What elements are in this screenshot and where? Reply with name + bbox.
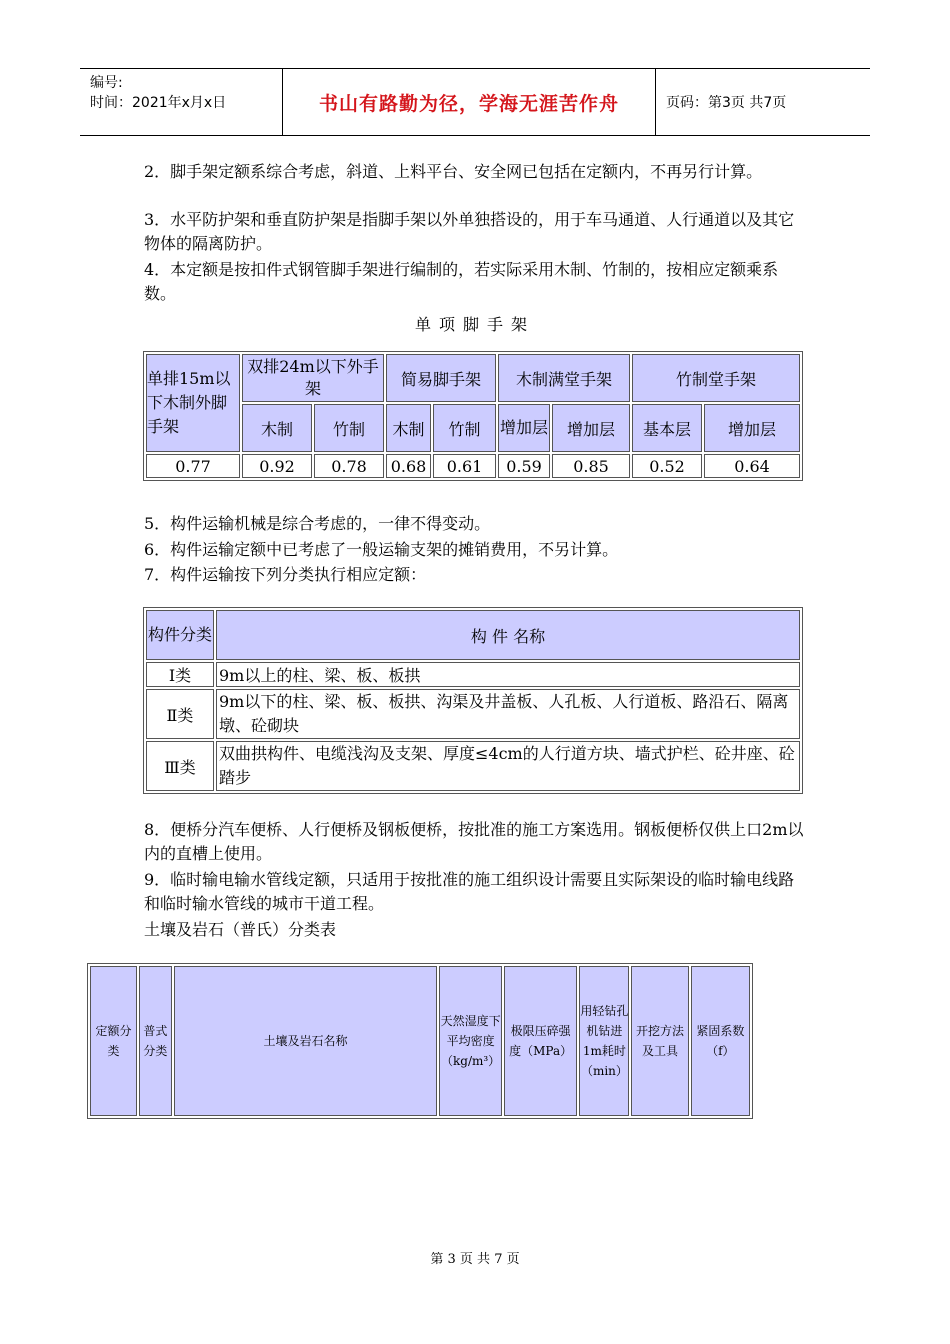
coefficient-cell: 0.78 xyxy=(314,454,384,478)
soil-table-title: 土壤及岩石（普氏）分类表 xyxy=(144,920,337,939)
paragraph-2: 2．脚手架定额系综合考虑，斜道、上料平台、安全网已包括在定额内，不再另行计算。 xyxy=(144,162,763,181)
header-component-class: 构件分类 xyxy=(146,610,214,660)
paragraph-6: 6．构件运输定额中已考虑了一般运输支架的摊销费用，不另计算。 xyxy=(144,540,619,559)
component-class-cell: Ⅲ类 xyxy=(146,741,214,791)
paragraph-5: 5．构件运输机械是综合考虑的，一律不得变动。 xyxy=(144,514,491,533)
sub-header-wood: 木制 xyxy=(242,404,312,452)
sub-header-bamboo: 竹制 xyxy=(433,404,496,452)
paragraph-3: 3．水平防护架和垂直防护架是指脚手架以外单独搭设的，用于车马通道、人行通道以及其它物体的隔离防护。 xyxy=(144,210,795,253)
component-name-cell: 9m以上的柱、梁、板、板拱 xyxy=(216,662,800,687)
header-density: 天然湿度下平均密度（kg/m³） xyxy=(439,966,502,1116)
component-class-cell: Ⅱ类 xyxy=(146,689,214,739)
header-meta xyxy=(80,69,283,135)
coefficient-cell: 0.52 xyxy=(632,454,702,478)
header-motto: 书山有路勤为径，学海无涯苦作舟 xyxy=(283,69,656,135)
page-footer: 第 3 页 共 7 页 xyxy=(430,1252,520,1267)
scaffold-table xyxy=(143,351,803,481)
header-simple-scaffold: 简易脚手架 xyxy=(386,354,496,402)
header-component-name: 构 件 名称 xyxy=(216,610,800,660)
paragraph-9: 9．临时输电输水管线定额，只适用于按批准的施工组织设计需要且实际架设的临时输电线路和临时输水管线的城市干道工程。 xyxy=(144,870,795,913)
component-class-table xyxy=(143,607,803,794)
header-wood-full-scaffold: 木制满堂手架 xyxy=(498,354,630,402)
component-name-cell: 9m以下的柱、梁、板、板拱、沟渠及井盖板、人孔板、人行道板、路沿石、隔离墩、砼砌块 xyxy=(216,689,800,739)
header-single-row-scaffold: 单排15m以下木制外脚手架 xyxy=(146,354,240,452)
coefficient-cell: 0.64 xyxy=(704,454,800,478)
sub-header-base-layer: 基本层 xyxy=(632,404,702,452)
header-bamboo-hall-scaffold: 竹制堂手架 xyxy=(632,354,800,402)
header-protodyakonov-class: 普式分类 xyxy=(139,966,172,1116)
page-number-label: 页码：第3页 共7页 xyxy=(666,95,787,111)
coefficient-cell: 0.61 xyxy=(433,454,496,478)
component-class-cell: Ⅰ类 xyxy=(146,662,214,687)
scaffold-table-title: 单项脚手架 xyxy=(414,315,535,334)
number-label: 编号: xyxy=(90,75,123,91)
sub-header-bamboo: 竹制 xyxy=(314,404,384,452)
header-excavation-method: 开挖方法及工具 xyxy=(631,966,688,1116)
header-drilling-time: 用轻钻孔机钻进1m耗时（min） xyxy=(579,966,629,1116)
time-label: 时间：2021年x月x日 xyxy=(90,95,227,111)
header-soil-rock-name: 土壤及岩石名称 xyxy=(174,966,438,1116)
component-name-cell: 双曲拱构件、电缆浅沟及支架、厚度≤4cm的人行道方块、墙式护栏、砼井座、砼踏步 xyxy=(216,741,800,791)
paragraph-8: 8．便桥分汽车便桥、人行便桥及钢板便桥，按批准的施工方案选用。钢板便桥仅供上口2m以内的直槽上使用。 xyxy=(144,820,804,863)
paragraph-4: 4．本定额是按扣件式钢管脚手架进行编制的，若实际采用木制、竹制的，按相应定额乘系数。 xyxy=(144,260,779,303)
header-double-row-scaffold: 双排24m以下外手架 xyxy=(242,354,384,402)
header-compressive-strength: 极限压碎强度（MPa） xyxy=(504,966,578,1116)
coefficient-cell: 0.68 xyxy=(386,454,431,478)
sub-header-wood: 木制 xyxy=(386,404,431,452)
coefficient-cell: 0.85 xyxy=(552,454,630,478)
page-header xyxy=(80,68,870,136)
coefficient-cell: 0.59 xyxy=(498,454,550,478)
sub-header-add-layer: 增加层 xyxy=(704,404,800,452)
header-firmness-coefficient: 紧固系数（f） xyxy=(691,966,750,1116)
soil-class-table xyxy=(87,963,753,1119)
coefficient-cell: 0.92 xyxy=(242,454,312,478)
coefficient-cell: 0.77 xyxy=(146,454,240,478)
paragraph-7: 7．构件运输按下列分类执行相应定额： xyxy=(144,565,427,584)
header-quota-class: 定额分类 xyxy=(90,966,137,1116)
sub-header-add-layer: 增加层 xyxy=(552,404,630,452)
sub-header-add-layer: 增加层 xyxy=(498,404,550,452)
